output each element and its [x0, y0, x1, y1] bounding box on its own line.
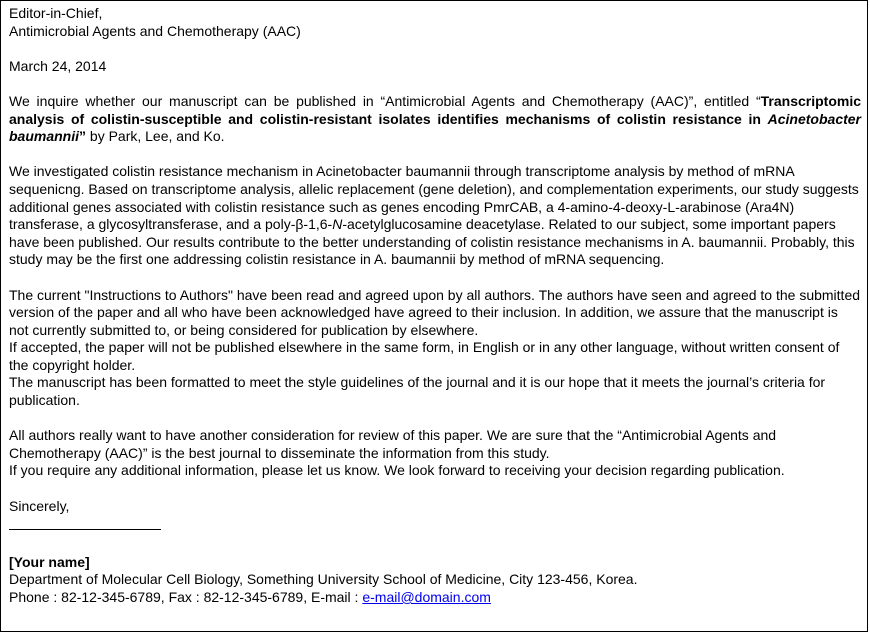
contact-numbers: Phone : 82-12-345-6789, Fax : 82-12-345-6789, E-mail :: [9, 589, 363, 605]
declaration-instructions: The current "Instructions to Authors" have been read and agreed upon by all authors. The authors have seen and agreed to the submitted version of the paper and all who have been acknowledged have agreed to their inclusion. In addition, we assure that the manuscript is not currently submitted to, or being considered for publication by elsewhere.: [9, 286, 861, 338]
intro-lead: We inquire whether our manuscript can be published in “Antimicrobial Agents and Chemotherapy (AAC)”, entitled “: [9, 92, 761, 109]
species-name: Acinetobacter baumannii: [9, 110, 861, 145]
summary-italic-n: N: [332, 216, 343, 233]
letter-date: March 24, 2014: [9, 57, 107, 74]
declaration-formatting: The manuscript has been formatted to meet the style guidelines of the journal and it is our hope that it meets the journal’s criteria for publication.: [9, 374, 826, 409]
spacer: [9, 480, 861, 498]
recipient-title: Editor-in-Chief,: [9, 5, 103, 21]
sign-off: Sincerely,: [9, 497, 70, 514]
spacer: [9, 146, 861, 164]
signer-affiliation: Department of Molecular Cell Biology, Something University School of Medicine, City 123-456, Korea.: [9, 571, 638, 588]
declaration-copyright: If accepted, the paper will not be published elsewhere in the same form, in English or in any other language, without written consent of the copyright holder.: [9, 339, 840, 373]
signature-line: [9, 515, 161, 530]
author-list: by Park, Lee, and Ko.: [86, 128, 225, 145]
manuscript-title-text: Transcriptomic analysis of colistin-susceptible and colistin-resistant isolates identifies mechanisms of colistin resistance in: [9, 92, 861, 127]
journal-name: Antimicrobial Agents and Chemotherapy (AAC): [9, 22, 301, 39]
letter-body: [9, 5, 861, 607]
spacer: [9, 40, 861, 58]
spacer: [9, 536, 861, 554]
spacer: [9, 75, 861, 93]
summary-paragraph: [9, 163, 861, 269]
signer-name: [Your name]: [9, 553, 90, 570]
spacer: [9, 269, 861, 287]
intro-paragraph: [9, 93, 861, 146]
signer-contact: [9, 589, 861, 607]
email-link[interactable]: e-mail@domain.com: [362, 589, 491, 605]
summary-text-1: We investigated colistin resistance mechanism in Acinetobacter baumannii through transcriptome analysis by method of mRNA sequenicng. Based on transcriptome analysis, allelic replacement (gene deletion), and complementation experiments, our study suggests additional genes associated with colistin resistance such as genes encoding PmrCAB, a 4-amino-4-deoxy-L-arabinose (Ara4N) transferase, a glycosyltransferase, and a poly-β-1,6-: [9, 163, 859, 233]
closing-consideration: All authors really want to have another consideration for review of this paper. We are sure that the “Antimicrobial Agents and Chemotherapy (AAC)” is the best journal to disseminate the information from this study.: [9, 427, 777, 461]
closing-contact: If you require any additional information, please let us know. We look forward to receiving your decision regarding publication.: [9, 462, 785, 479]
title-close-quote: ”: [79, 128, 87, 145]
summary-text-2: -acetylglucosamine deacetylase. Related to our subject, some important papers have been published. Our results contribute to the better understanding of colistin resistance mechanisms in A. baumannii. Probably, this study may be the first one addressing colistin resistance in A. baumannii by method of mRNA sequencing.: [9, 216, 855, 268]
spacer: [9, 410, 861, 428]
